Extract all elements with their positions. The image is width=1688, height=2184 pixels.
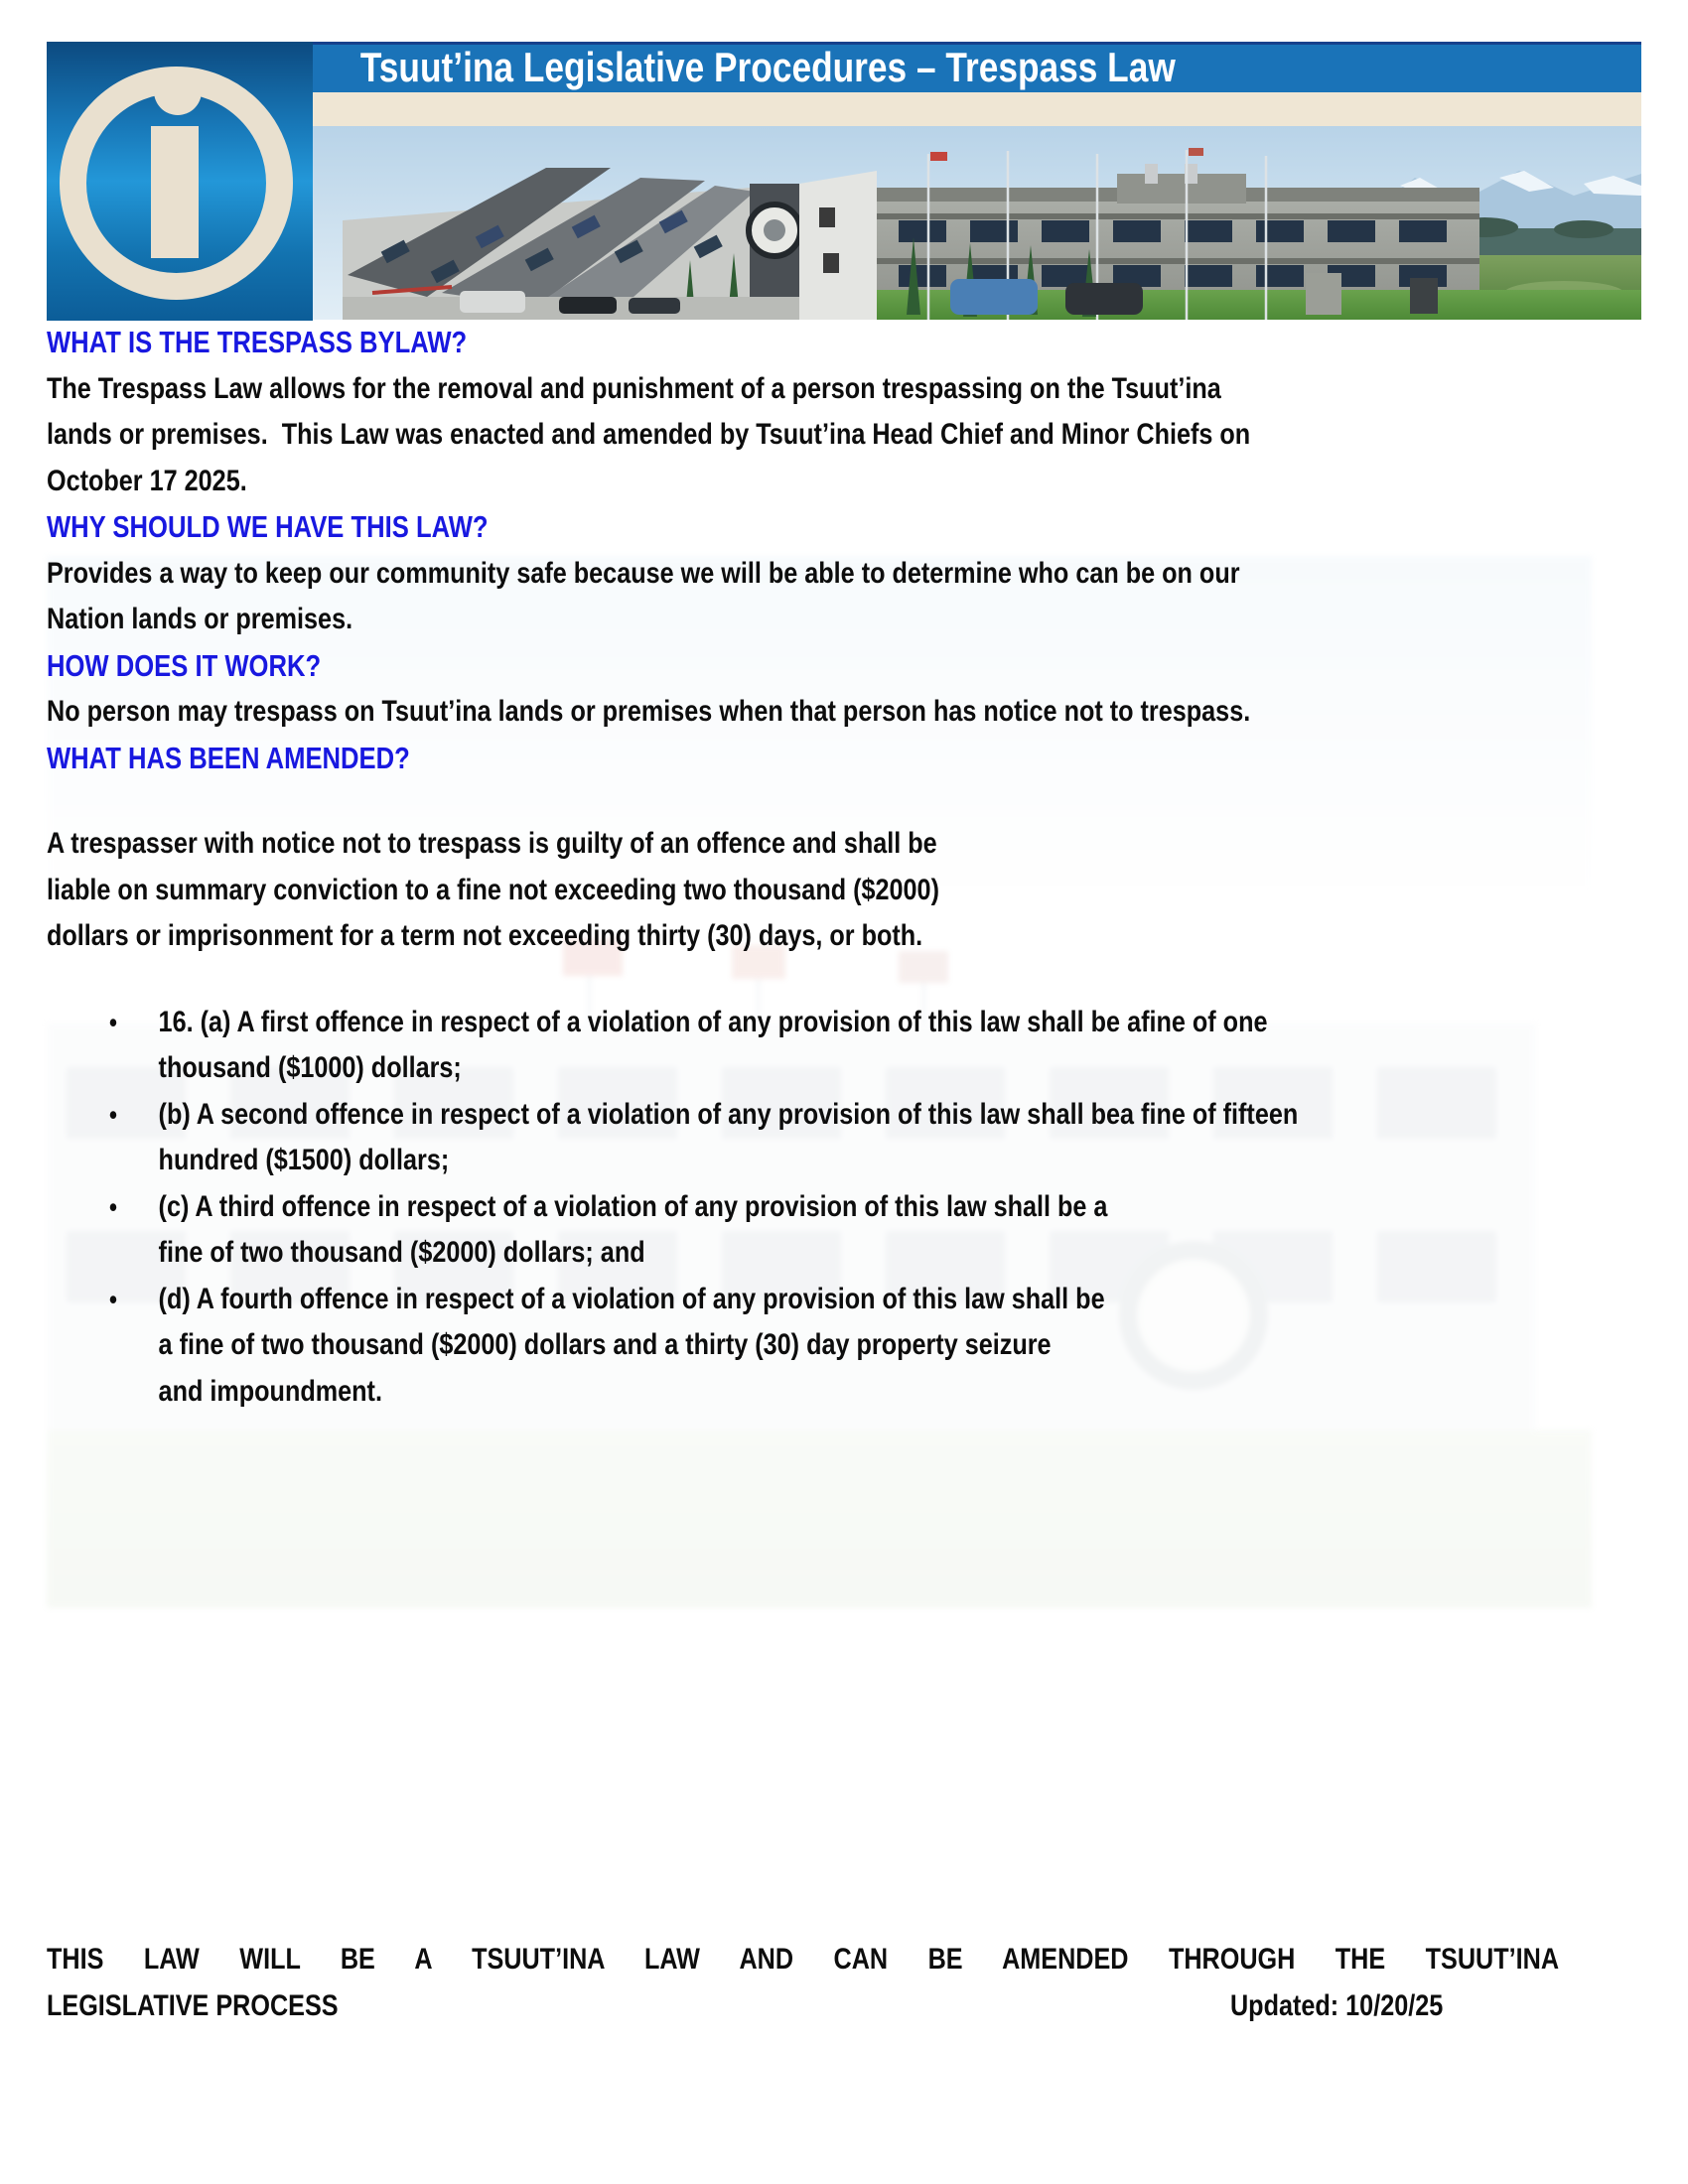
section-paragraph: No person may trespass on Tsuut’ina lands or premises when that person has notice not to trespass. xyxy=(47,695,1251,728)
section-what-is-the-trespass-bylaw xyxy=(47,320,1350,504)
bullet-icon: • xyxy=(109,1284,117,1314)
section-paragraph: Provides a way to keep our community safe because we will be able to determine who can be on our Nation lands or premises. xyxy=(47,556,1240,635)
list-item-second-offence xyxy=(47,1092,1350,1184)
bullet-icon: • xyxy=(109,1191,117,1222)
info-icon xyxy=(47,42,313,321)
watermark-grass xyxy=(47,1430,1592,1608)
list-item-text: (b) A second offence in respect of a violation of any provision of this law shall bea fine of fifteen hundred ($1500) dollars; xyxy=(158,1097,1299,1176)
page-title: Tsuut’ina Legislative Procedures – Trespass Law xyxy=(359,44,1176,90)
bullet-icon: • xyxy=(109,1007,117,1037)
list-item-text: (c) A third offence in respect of a violation of any provision of this law shall be a fine of two thousand ($2000) dollars; and xyxy=(158,1189,1108,1269)
bullet-icon: • xyxy=(109,1099,117,1130)
title-bar xyxy=(313,42,1641,92)
list-item-text: (d) A fourth offence in respect of a violation of any provision of this law shall be a fine of two thousand ($2000) dollars and a thirty (30) day property seizure and impoundment. xyxy=(158,1282,1105,1408)
section-heading: WHY SHOULD WE HAVE THIS LAW? xyxy=(47,510,489,544)
section-how-does-it-work xyxy=(47,643,1350,736)
info-icon-stem xyxy=(151,126,199,258)
document-body xyxy=(47,320,1350,1415)
section-why-should-we-have-this-law xyxy=(47,504,1350,643)
section-what-has-been-amended xyxy=(47,736,1350,1416)
header-divider xyxy=(313,92,1641,126)
list-item-text: 16. (a) A first offence in respect of a violation of any provision of this law shall be afine of one thousand ($1000) dollars; xyxy=(158,1005,1268,1084)
offence-list xyxy=(47,1000,1350,1416)
section-heading: HOW DOES IT WORK? xyxy=(47,648,322,683)
footer xyxy=(47,1937,1559,2029)
section-paragraph: A trespasser with notice not to trespass is guilty of an offence and shall be liable on summary conviction to a fine not exceeding two thousand ($2000) dollars or imprisonment for a term not exceeding thirty (30) days, or both. xyxy=(47,827,939,952)
footer-statement-line2: LEGISLATIVE PROCESS xyxy=(47,1988,339,2022)
info-icon-dot xyxy=(154,68,202,115)
updated-date: Updated: 10/20/25 xyxy=(1229,1988,1444,2022)
headquarters-photo-art xyxy=(313,126,1641,320)
list-item-fourth-offence xyxy=(47,1277,1350,1416)
footer-statement-line1: THIS LAW WILL BE A TSUUT’INA LAW AND CAN BE AMENDED THROUGH THE TSUUT’INA xyxy=(47,1943,1560,1976)
section-heading: WHAT IS THE TRESPASS BYLAW? xyxy=(47,326,468,359)
section-heading: WHAT HAS BEEN AMENDED? xyxy=(47,741,410,775)
section-paragraph: The Trespass Law allows for the removal and punishment of a person trespassing on the Tsuut’ina lands or premises. This Law was enacted and amended by Tsuut’ina Head Chief and Minor Chiefs on October 17 2025. xyxy=(47,371,1251,497)
list-item-third-offence xyxy=(47,1184,1350,1277)
headquarters-photo xyxy=(313,126,1641,320)
list-item-first-offence xyxy=(47,1000,1350,1092)
